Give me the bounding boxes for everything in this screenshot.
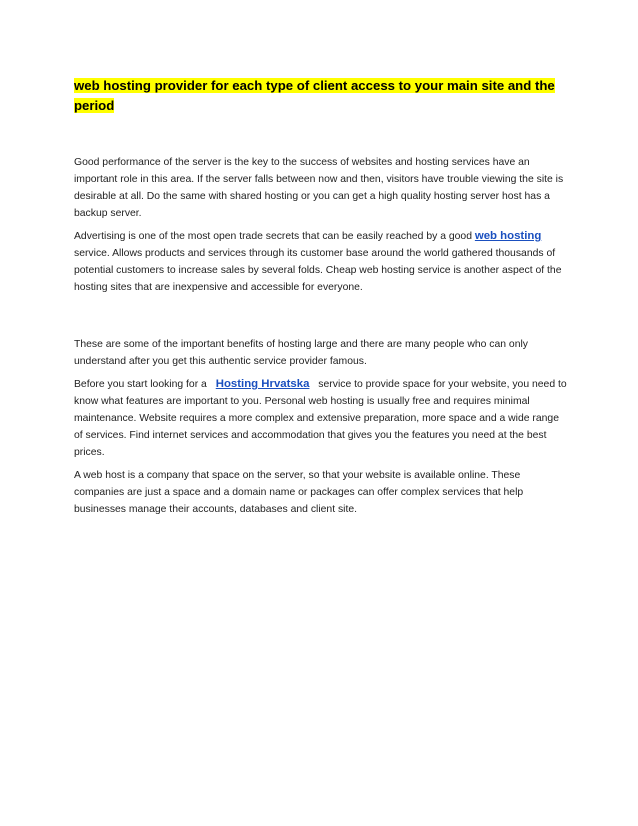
paragraph-1: Good performance of the server is the key to the success of websites and hosting services have an important role in this area. If the server falls between now and then, visitors have trouble viewing the site is desirable at all. Do the same with shared hosting or you can get a high quality hosting server host has a backup server. xyxy=(74,157,564,219)
paragraph-3: These are some of the important benefits of hosting large and there are many people who can only understand after you get this authentic service provider famous. xyxy=(74,339,528,367)
paragraph-2-text-after: service. Allows products and services through its customer base around the world gathered thousands of potential customers to increase sales by several folds. Cheap web hosting service is another aspect of the hosting sites that are inexpensive and accessible for everyone. xyxy=(74,248,562,293)
paragraph-4-text-before: Before you start looking for a xyxy=(74,379,210,390)
document-title xyxy=(74,76,568,116)
web-hosting-link[interactable]: web hosting xyxy=(474,230,542,242)
paragraph-2-text-before: Advertising is one of the most open trade secrets that can be easily reached by a good xyxy=(74,231,475,242)
title-highlight: web hosting provider for each type of client access to your main site and the period xyxy=(74,78,555,113)
paragraph-4 xyxy=(74,376,568,461)
paragraph-4-text-after: service to provide space for your website, you need to know what features are important to you. Personal web hosting is usually free and requires minimal maintenance. Website requires a more complex and extensive preparation, more space and a wide range of services. Find internet services and accommodation that gives you the features you need at the best prices. xyxy=(74,379,567,458)
document-body xyxy=(74,76,568,518)
hosting-hrvatska-link[interactable]: Hosting Hrvatska xyxy=(215,378,310,390)
paragraph-2 xyxy=(74,228,568,296)
paragraph-5: A web host is a company that space on the server, so that your website is available online. These companies are just a space and a domain name or packages can offer complex services that help businesses manage their accounts, databases and client site. xyxy=(74,470,524,515)
